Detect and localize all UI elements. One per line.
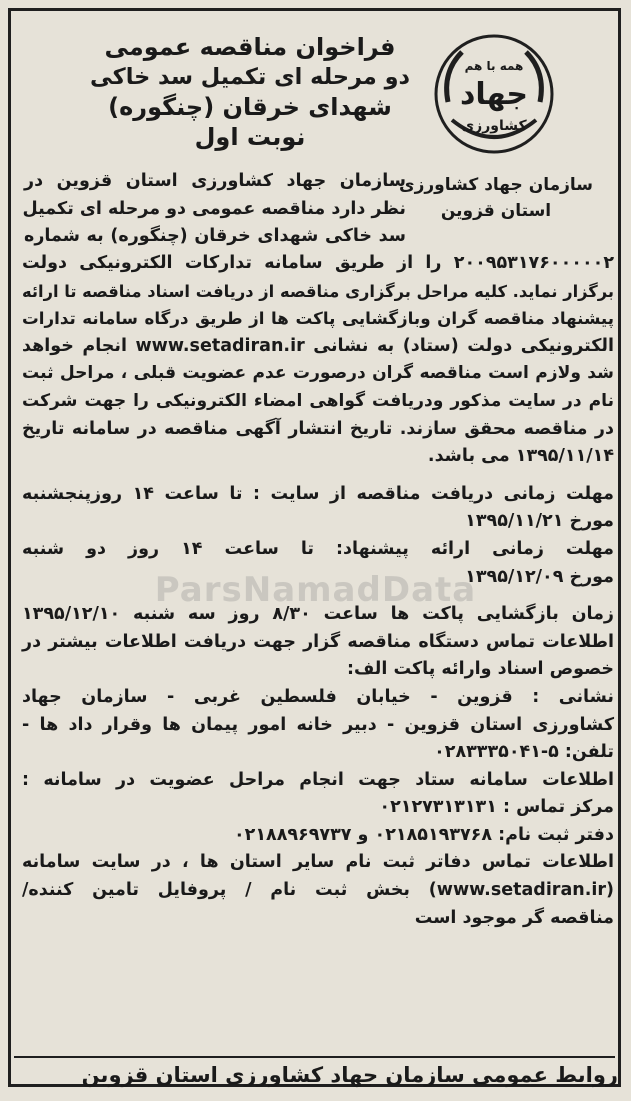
footer-divider (14, 1056, 615, 1058)
body-line-5: شد ولازم است مناقصه گران درصورت عدم عضویت قبلی ، مراحل ثبت (22, 363, 614, 384)
publish-date: ۱۳۹۵/۱۱/۱۴ می باشد. (427, 446, 614, 467)
body-line-4-website: الکترونیکی دولت (ستاد) به نشانی www.setadiran.ir انجام خواهد (22, 335, 614, 356)
body-line-2: برگزار نماید. کلیه مراحل برگزاری مناقصه از دریافت اسناد مناقصه تا ارائه (22, 281, 614, 301)
notice-body (22, 250, 614, 932)
other-provinces-website: (www.setadiran.ir) بخش ثبت نام / پروفایل تامین کننده/ (22, 880, 614, 901)
intro-line-1: سازمان جهاد کشاورزی استان قزوین در (24, 171, 406, 191)
intro-line-2: نظر دارد مناقصه عمومی دو مرحله ای تکمیل (22, 198, 406, 219)
proposal-deadline-date: مورخ ۱۳۹۵/۱۲/۰۹ (465, 566, 614, 587)
body-line-1: ۲۰۰۹۵۳۱۷۶۰۰۰۰۰۲ را از طریق سامانه تدارکات الکترونیکی دولت (22, 253, 614, 273)
organization-line-1: سازمان جهاد کشاورزی (398, 175, 593, 195)
logo-top-text: همه با هم (464, 59, 524, 73)
document-deadline: مهلت زمانی دریافت مناقصه از سایت : تا ساعت ۱۴ روزپنجشنبه (22, 483, 615, 504)
intro-paragraph (24, 168, 406, 251)
registration-office: دفتر ثبت نام: ۰۲۱۸۵۱۹۳۷۶۸ و ۰۲۱۸۸۹۶۹۷۳۷ (233, 824, 614, 845)
logo-main-text: جهاد (459, 77, 529, 112)
body-line-6: نام در سایت مذکور ودریافت گواهی امضاء الکترونیکی را جهت شرکت (22, 390, 614, 411)
notice-title (90, 32, 410, 152)
body-line-3: پیشنهاد مناقصه گران وبازگشایی پاکت ها از طریق درگاه سامانه تدارات (22, 308, 614, 329)
address-line-2: کشاورزی استان قزوین - دبیر خانه امور پیمان ها وقرار داد ها - (22, 714, 614, 735)
setad-info-heading: اطلاعات سامانه ستاد جهت انجام مراحل عضویت در سامانه : (22, 769, 614, 790)
title-line-1: فراخوان مناقصه عمومی (104, 33, 396, 61)
other-provinces-end: مناقصه گر موجود است (414, 907, 614, 928)
logo-sub-text: کشاورزی (461, 118, 527, 134)
organization-name (398, 172, 594, 224)
opening-time: زمان بازگشایی پاکت ها ساعت ۸/۳۰ روز سه شنبه ۱۳۹۵/۱۲/۱۰ (22, 604, 614, 625)
body-line-7: در مناقصه محقق سازند. تاریخ انتشار آگهی مناقصه در سامانه تاریخ (22, 418, 614, 439)
address-line-1: نشانی : قزوین - خیابان فلسطین غربی - سازمان جهاد (22, 686, 614, 707)
jihad-logo-icon (432, 32, 556, 156)
contact-info-heading: اطلاعات تماس دستگاه مناقصه گزار جهت دریافت اطلاعات بیشتر در (22, 631, 614, 652)
document-deadline-date: مورخ ۱۳۹۵/۱۱/۲۱ (465, 511, 614, 532)
contact-info-heading-cont: خصوص اسناد وارائه پاکت الف: (346, 659, 614, 680)
intro-line-3: سد خاکی شهدای خرقان (چنگوره) به شماره (24, 226, 406, 246)
call-center: مرکز تماس : ۰۲۱۲۷۳۱۳۱۳۱ (379, 797, 614, 818)
title-line-4: نوبت اول (194, 123, 306, 151)
proposal-deadline: مهلت زمانی ارائه پیشنهاد: تا ساعت ۱۴ روز دو شنبه (22, 538, 614, 559)
title-line-2: دو مرحله ای تکمیل سد خاکی (90, 64, 410, 90)
organization-line-2: استان قزوین (440, 201, 552, 221)
title-line-3: شهدای خرقان (چنگوره) (108, 93, 392, 121)
watermark-text: ParsNamadData (154, 570, 477, 610)
public-relations-footer: روابط عمومی سازمان جهاد کشاورزی استان قزوین (81, 1063, 618, 1087)
other-provinces-info: اطلاعات تماس دفاتر ثبت نام سایر استان ها ، در سایت سامانه (22, 852, 614, 873)
phone-number: تلفن: ۵-۰۲۸۳۳۳۵۰۴۱ (434, 742, 614, 763)
